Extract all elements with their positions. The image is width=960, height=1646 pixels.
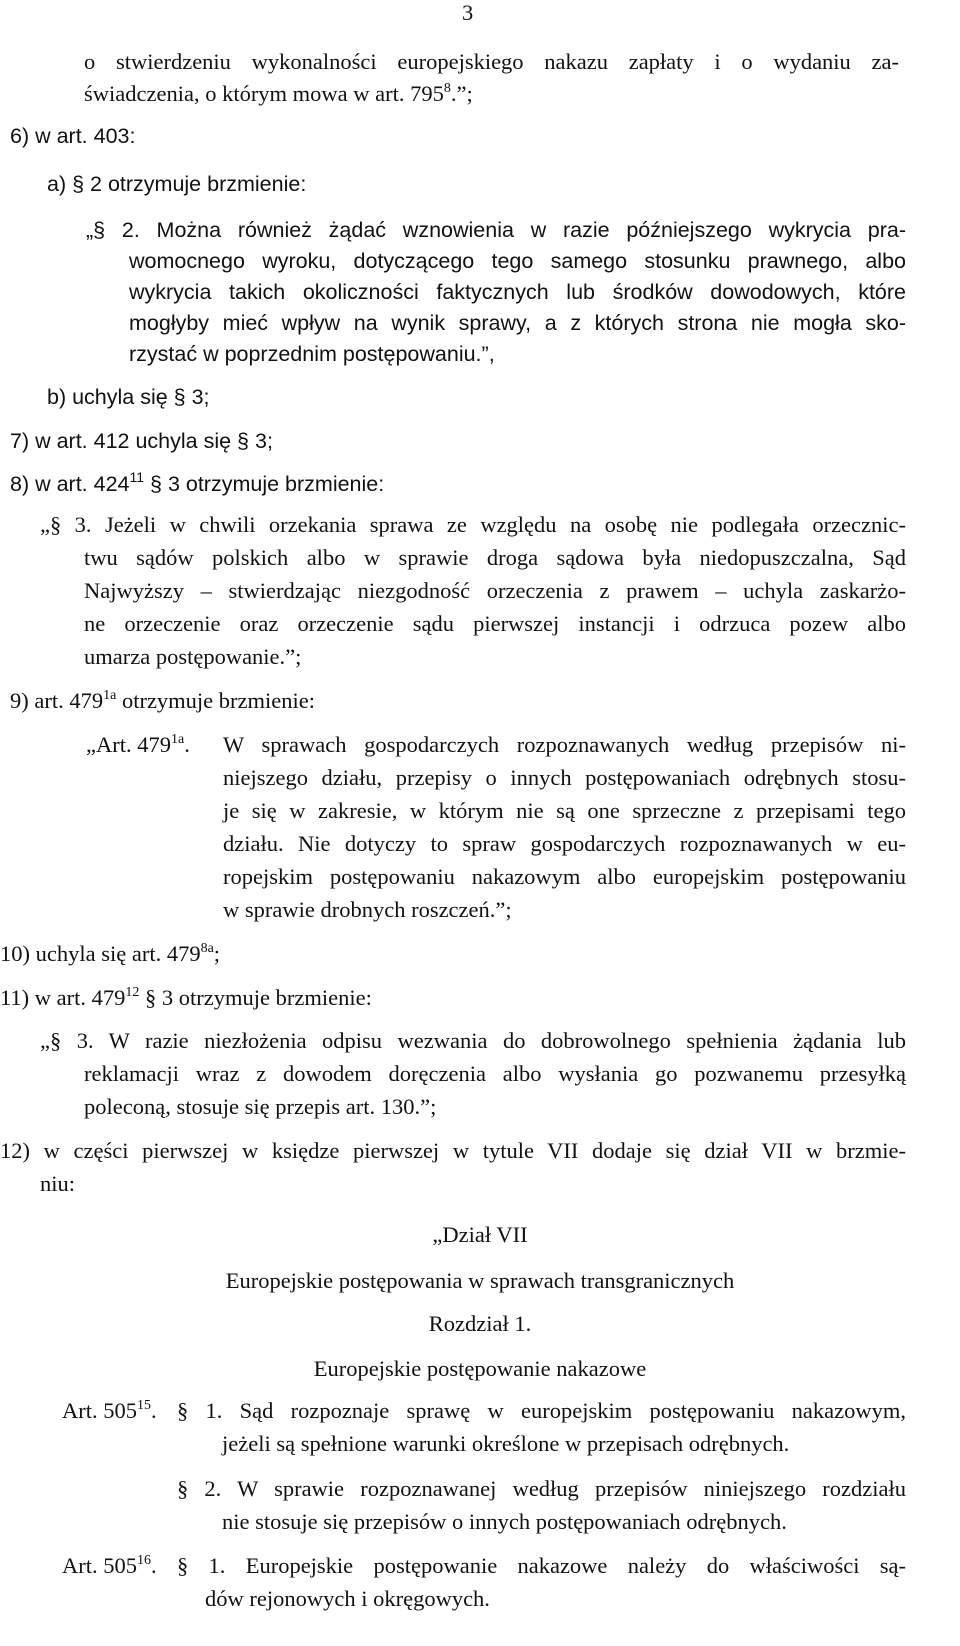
list-item-6: 6) w art. 403: [10, 124, 136, 148]
paragraph-line: womocnego wyroku, dotyczącego tego samego stosunku prawnego, albo [129, 249, 906, 273]
paragraph-line: ropejskim postępowaniu nakazowym albo europejskim postępowaniu [223, 864, 906, 889]
paragraph-line: ne orzeczenie oraz orzeczenie sądu pierwszej instancji i odrzuca pozew albo [84, 611, 906, 636]
list-item-12: 12) w części pierwszej w księdze pierwszej w tytule VII dodaje się dział VII w brzmie- [0, 1138, 906, 1163]
paragraph-line: niejszego działu, przepisy o innych postępowaniach odrębnych stosu- [223, 765, 906, 790]
list-item-11: 11) w art. $479^{12}$ § 3 otrzymuje brzmienie: [0, 985, 372, 1010]
paragraph-line: reklamacji wraz z dowodem doręczenia albo wysłania go pozwanemu przesyłką [84, 1061, 906, 1086]
paragraph-line: wykrycia takich okoliczności faktycznych lub środków dowodowych, które [129, 280, 906, 304]
paragraph-line: § 1. Sąd rozpoznaje sprawę w europejskim postępowaniu nakazowym, [177, 1398, 906, 1423]
list-item-7: 7) w art. 412 uchyla się § 3; [10, 429, 273, 453]
paragraph-line: poleconą, stosuje się przepis art. 130.”; [84, 1094, 437, 1119]
superscript: 8a [200, 941, 214, 956]
superscript: 1a [103, 688, 117, 703]
page-number: 3 [462, 0, 474, 25]
section-heading: „Dział VII [432, 1222, 528, 1247]
paragraph-line: w sprawie drobnych roszczeń.”; [223, 897, 512, 922]
paragraph-line: § 1. Europejskie postępowanie nakazowe należy do właściwości są- [177, 1553, 906, 1578]
paragraph-line: „§ 3. Jeżeli w chwili orzekania sprawa ze względu na osobę nie podlegała orzecznic- [40, 512, 906, 537]
paragraph-line: umarza postępowanie.”; [84, 644, 302, 669]
paragraph-line: dów rejonowych i okręgowych. [205, 1586, 490, 1611]
intro-line: o stwierdzeniu wykonalności europejskiego nakazu zapłaty i o wydaniu za- [84, 49, 899, 74]
paragraph-line: jeżeli są spełnione warunki określone w przepisach odrębnych. [222, 1431, 790, 1456]
paragraph-line: § 2. W sprawie rozpoznawanej według przepisów niniejszego rozdziału [177, 1476, 906, 1501]
superscript: 15 [137, 1398, 151, 1413]
intro-line: świadczenia, o którym mowa w art. $795^8$.”; [84, 81, 473, 106]
section-title: Europejskie postępowania w sprawach transgranicznych [225, 1268, 735, 1293]
paragraph-line: rzystać w poprzednim postępowaniu.”, [129, 342, 495, 366]
article-label: Art. $505^{16}$. [62, 1553, 157, 1578]
paragraph-line: działu. Nie dotyczy to spraw gospodarczych rozpoznawanych w eu- [223, 831, 906, 856]
paragraph-line: „§ 3. W razie niezłożenia odpisu wezwania do dobrowolnego spełnienia żądania lub [40, 1028, 906, 1053]
paragraph-line: nie stosuje się przepisów o innych postępowaniach odrębnych. [222, 1509, 787, 1534]
paragraph-line: W sprawach gospodarczych rozpoznawanych według przepisów ni- [223, 732, 906, 757]
sub-item-b: b) uchyla się § 3; [47, 385, 210, 409]
article-label: Art. $505^{15}$. [62, 1398, 157, 1423]
article-label: „Art. $479^{1a}$. [86, 732, 190, 757]
list-item-10: 10) uchyla się art. $479^{8a}$; [0, 941, 221, 966]
paragraph-line: twu sądów polskich albo w sprawie droga sądowa była niedopuszczalna, Sąd [84, 545, 906, 570]
paragraph-line: Najwyższy – stwierdzając niezgodność orzeczenia z prawem – uchyla zaskarżo- [84, 578, 906, 603]
superscript: 16 [137, 1553, 151, 1568]
chapter-title: Europejskie postępowanie nakazowe [313, 1356, 647, 1381]
paragraph-line: je się w zakresie, w którym nie są one sprzeczne z przepisami tego [223, 798, 906, 823]
superscript: 1a [170, 732, 185, 747]
sub-item-a: a) § 2 otrzymuje brzmienie: [47, 172, 307, 196]
superscript: 11 [129, 469, 145, 485]
list-item-9: 9) art. $479^{1a}$ otrzymuje brzmienie: [10, 688, 316, 713]
superscript: 12 [125, 985, 140, 1000]
chapter-heading: Rozdział 1. [428, 1311, 532, 1336]
list-item-8: 8) w art. $424^{11}$ § 3 otrzymuje brzmienie: [10, 469, 385, 496]
paragraph-line: mogłyby mieć wpływ na wynik sprawy, a z których strona nie mogła sko- [129, 311, 906, 335]
superscript: 8 [443, 81, 451, 96]
paragraph-line: „§ 2. Można również żądać wznowienia w razie późniejszego wykrycia pra- [86, 218, 906, 242]
list-item-12-cont: niu: [40, 1171, 76, 1196]
